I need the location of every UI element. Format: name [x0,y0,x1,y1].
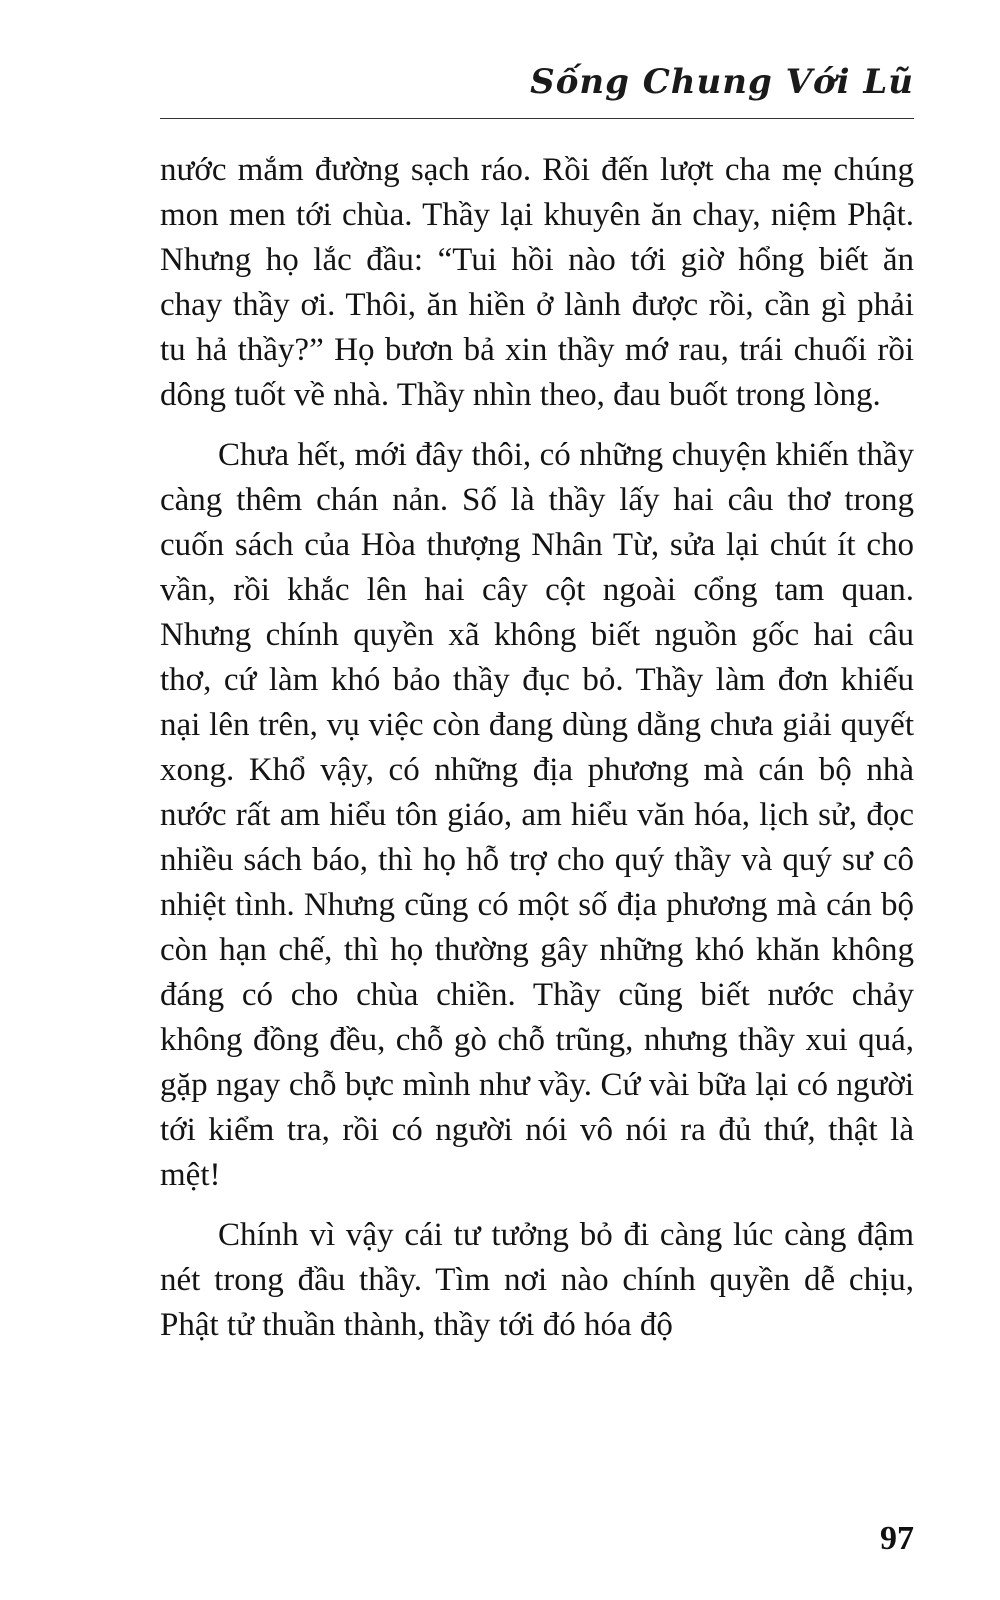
page-number: 97 [880,1520,914,1557]
paragraph: Chính vì vậy cái tư tưởng bỏ đi càng lúc càng đậm nét trong đầu thầy. Tìm nơi nào chính quyền dễ chịu, Phật tử thuần thành, thầy tới đó hóa độ [160,1217,914,1343]
paragraph-continued: nước mắm đường sạch ráo. Rồi đến lượt cha mẹ chúng mon men tới chùa. Thầy lại khuyên ăn chay, niệm Phật. Nhưng họ lắc đầu: “Tui hồi nào tới giờ hổng biết ăn chay thầy ơi. Thôi, ăn hiền ở lành được rồi, cần gì phải tu hả thầy?” Họ bươn bả xin thầy mớ rau, trái chuối rồi dông tuốt về nhà. Thầy nhìn theo, đau buốt trong lòng. [160,152,914,413]
header-divider [160,118,914,119]
body-text [160,148,914,1363]
running-header-title: Sống Chung Với Lũ [530,62,914,102]
paragraph: Chưa hết, mới đây thôi, có những chuyện khiến thầy càng thêm chán nản. Số là thầy lấy hai câu thơ trong cuốn sách của Hòa thượng Nhân Từ, sửa lại chút ít cho vần, rồi khắc lên hai cây cột ngoài cổng tam quan. Nhưng chính quyền xã không biết nguồn gốc hai câu thơ, cứ làm khó bảo thầy đục bỏ. Thầy làm đơn khiếu nại lên trên, vụ việc còn đang dùng dằng chưa giải quyết xong. Khổ vậy, có những địa phương mà cán bộ nhà nước rất am hiểu tôn giáo, am hiểu văn hóa, lịch sử, đọc nhiều sách báo, thì họ hỗ trợ cho quý thầy và quý sư cô nhiệt tình. Nhưng cũng có một số địa phương mà cán bộ còn hạn chế, thì họ thường gây những khó khăn không đáng có cho chùa chiền. Thầy cũng biết nước chảy không đồng đều, chỗ gò chỗ trũng, nhưng thầy xui quá, gặp ngay chỗ bực mình như vầy. Cứ vài bữa lại có người tới kiểm tra, rồi có người nói vô nói ra đủ thứ, thật là mệt! [160,437,914,1193]
